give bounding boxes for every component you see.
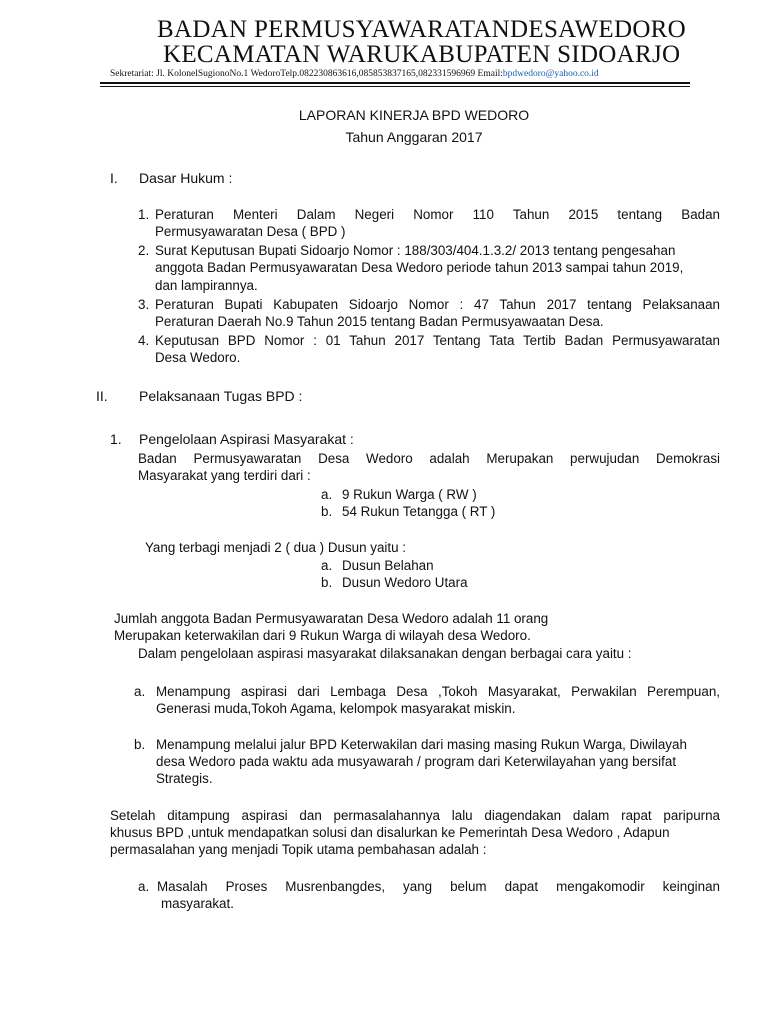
after-line2: khusus BPD ,untuk mendapatkan solusi dan disalurkan ke Pemerintah Desa Wedoro , Adapun [110, 825, 670, 840]
letterhead-line1: BADAN PERMUSYAWARATANDESAWEDORO [157, 16, 687, 43]
way-b-line3: Strategis. [156, 771, 213, 786]
law-item-2-line2: anggota Badan Permusyawaratan Desa Wedoro periode tahun 2013 sampai tahun 2019, [155, 260, 684, 275]
section2-number: II. [96, 388, 108, 404]
dusun-item-1-number: a. [321, 558, 333, 573]
letterhead-line2: KECAMATAN WARUKABUPATEN SIDOARJO [163, 41, 681, 68]
members-line1: Jumlah anggota Badan Permusyawaratan Desa Wedoro adalah 11 orang [114, 611, 549, 626]
after-line3: permasalahan yang menjadi Topik utama pembahasan adalah : [110, 842, 487, 857]
law-item-4-number: 4. [138, 333, 150, 348]
law-item-3-line1: Peraturan Bupati Kabupaten Sidoarjo Nomor : 47 Tahun 2017 tentang Pelaksanaan [155, 297, 720, 312]
way-b-line2: desa Wedoro pada waktu ada musyawarah / program dari Keterwilayahan yang bersifat [156, 754, 677, 769]
topic-a-line2: masyarakat. [161, 896, 234, 911]
subsection1-number: 1. [110, 431, 122, 447]
rw-list-item-number: a. [321, 487, 333, 502]
law-item-2-line3: dan lampirannya. [155, 278, 258, 293]
way-b-number: b. [134, 737, 146, 752]
section2-heading: Pelaksanaan Tugas BPD : [139, 388, 303, 404]
email-link[interactable]: bpdwedoro@yahoo.co.id [502, 69, 599, 79]
members-line2: Merupakan keterwakilan dari 9 Rukun Warga di wilayah desa Wedoro. [114, 628, 531, 643]
dusun-item-2-number: b. [321, 575, 333, 590]
secretariat-text: Sekretariat: Jl. KolonelSugionoNo.1 WedoroTelp.082230863616,085853837165,082331596969 Email: [110, 69, 503, 79]
section1-heading: Dasar Hukum : [139, 170, 233, 186]
way-a-line2: Generasi muda,Tokoh Agama, kelompok masyarakat miskin. [156, 701, 516, 716]
topic-a-line1: Masalah Proses Musrenbangdes, yang belum dapat mengakomodir keinginan [157, 879, 720, 894]
way-a-line1: Menampung aspirasi dari Lembaga Desa ,Tokoh Masyarakat, Perwakilan Perempuan, [156, 684, 720, 699]
intro-line2: Masyarakat yang terdiri dari : [138, 468, 311, 483]
report-subtitle: Tahun Anggaran 2017 [345, 129, 483, 145]
law-item-2-line1: Surat Keputusan Bupati Sidoarjo Nomor : 188/303/404.1.3.2/ 2013 tentang pengesahan [155, 243, 676, 258]
dusun-intro: Yang terbagi menjadi 2 ( dua ) Dusun yaitu : [145, 540, 407, 555]
law-item-2-number: 2. [138, 243, 150, 258]
intro-line1: Badan Permusyawaratan Desa Wedoro adalah Merupakan perwujudan Demokrasi [138, 451, 720, 466]
letterhead-secretariat [110, 68, 599, 80]
members-line3: Dalam pengelolaan aspirasi masyarakat dilaksanakan dengan berbagai cara yaitu : [138, 646, 632, 661]
after-line1: Setelah ditampung aspirasi dan permasalahannya lalu diagendakan dalam rapat paripurna [110, 808, 720, 823]
rt-list-item-number: b. [321, 504, 333, 519]
report-title: LAPORAN KINERJA BPD WEDORO [298, 107, 530, 123]
rw-list-item: 9 Rukun Warga ( RW ) [342, 487, 477, 502]
rt-list-item: 54 Rukun Tetangga ( RT ) [342, 504, 496, 519]
law-item-1-number: 1. [138, 207, 150, 222]
law-item-1-line1: Peraturan Menteri Dalam Negeri Nomor 110 Tahun 2015 tentang Badan [155, 207, 720, 222]
subsection1-heading: Pengelolaan Aspirasi Masyarakat : [139, 431, 354, 447]
way-b-line1: Menampung melalui jalur BPD Keterwakilan dari masing masing Rukun Warga, Diwilayah [156, 737, 687, 752]
law-item-4-line2: Desa Wedoro. [155, 350, 241, 365]
law-item-3-number: 3. [138, 297, 150, 312]
way-a-number: a. [134, 684, 146, 699]
dusun-item-1: Dusun Belahan [342, 558, 434, 573]
topic-a-number: a. [138, 879, 150, 894]
letterhead-rule-thick [100, 82, 690, 84]
letterhead-rule-thin [100, 86, 690, 87]
section1-number: I. [110, 170, 118, 186]
law-item-3-line2: Peraturan Daerah No.9 Tahun 2015 tentang Badan Permusyawaatan Desa. [155, 314, 604, 329]
law-item-4-line1: Keputusan BPD Nomor : 01 Tahun 2017 Tentang Tata Tertib Badan Permusyawaratan [155, 333, 720, 348]
law-item-1-line2: Permusyawaratan Desa ( BPD ) [155, 224, 346, 239]
dusun-item-2: Dusun Wedoro Utara [342, 575, 468, 590]
